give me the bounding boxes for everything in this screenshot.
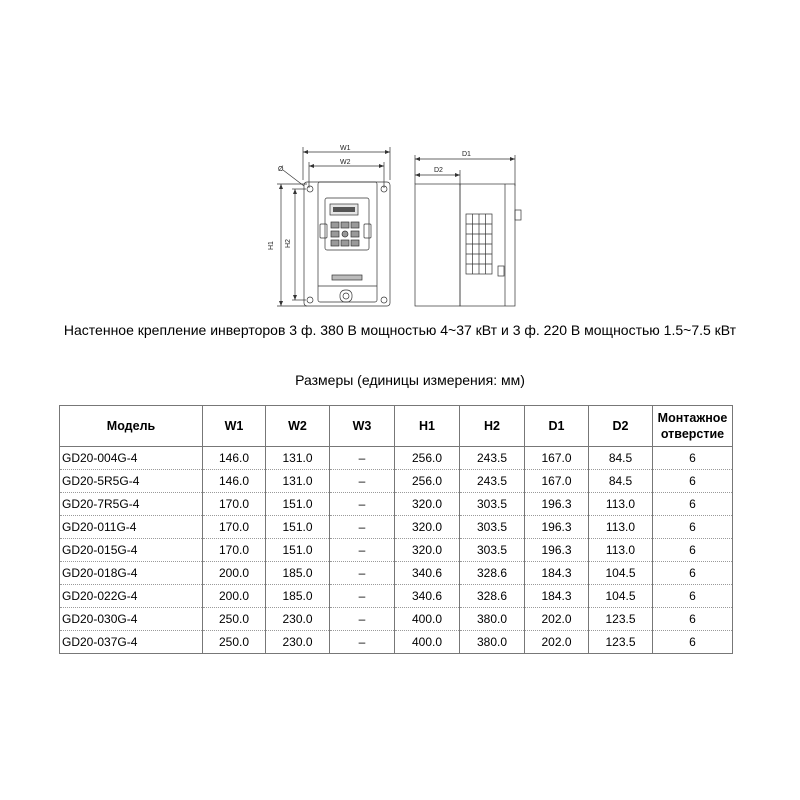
cell-w3: – [330, 562, 395, 585]
cell-w3: – [330, 516, 395, 539]
cell-d1: 167.0 [525, 470, 589, 493]
header-model: Модель [60, 406, 203, 447]
cell-w1: 146.0 [203, 447, 266, 470]
cell-h2: 303.5 [460, 516, 525, 539]
cell-w1: 146.0 [203, 470, 266, 493]
cell-w1: 250.0 [203, 631, 266, 654]
header-d1: D1 [525, 406, 589, 447]
cell-hole: 6 [653, 608, 733, 631]
table-row [60, 585, 733, 608]
cell-d2: 113.0 [589, 539, 653, 562]
header-d2: D2 [589, 406, 653, 447]
cell-model: GD20-7R5G-4 [60, 493, 203, 516]
d2-label: D2 [434, 167, 443, 174]
table-row [60, 516, 733, 539]
cell-w1: 200.0 [203, 585, 266, 608]
cell-d2: 113.0 [589, 493, 653, 516]
cell-w1: 200.0 [203, 562, 266, 585]
cell-model: GD20-011G-4 [60, 516, 203, 539]
cell-d1: 196.3 [525, 539, 589, 562]
cell-d1: 202.0 [525, 631, 589, 654]
cell-d1: 167.0 [525, 447, 589, 470]
cell-w3: – [330, 608, 395, 631]
cell-w1: 170.0 [203, 516, 266, 539]
header-w2: W2 [266, 406, 330, 447]
cell-h1: 256.0 [395, 470, 460, 493]
cell-h2: 303.5 [460, 493, 525, 516]
cell-hole: 6 [653, 585, 733, 608]
table-row [60, 493, 733, 516]
cell-hole: 6 [653, 631, 733, 654]
cell-model: GD20-015G-4 [60, 539, 203, 562]
d1-label: D1 [462, 151, 471, 158]
h2-label: H2 [285, 239, 292, 248]
cell-w2: 185.0 [266, 562, 330, 585]
cell-d2: 84.5 [589, 470, 653, 493]
cell-w2: 131.0 [266, 447, 330, 470]
cell-w3: – [330, 539, 395, 562]
cell-d2: 84.5 [589, 447, 653, 470]
side-view [415, 155, 521, 306]
cell-h2: 328.6 [460, 585, 525, 608]
cell-w1: 170.0 [203, 539, 266, 562]
header-w1: W1 [203, 406, 266, 447]
cell-w1: 250.0 [203, 608, 266, 631]
cell-w3: – [330, 493, 395, 516]
cell-w3: – [330, 631, 395, 654]
cell-h2: 303.5 [460, 539, 525, 562]
cell-w3: – [330, 447, 395, 470]
cell-d2: 123.5 [589, 631, 653, 654]
cell-d2: 104.5 [589, 585, 653, 608]
cell-h1: 256.0 [395, 447, 460, 470]
h1-label: H1 [268, 241, 275, 250]
cell-w2: 151.0 [266, 539, 330, 562]
cell-h2: 380.0 [460, 608, 525, 631]
header-h2: H2 [460, 406, 525, 447]
cell-model: GD20-037G-4 [60, 631, 203, 654]
cell-h1: 400.0 [395, 608, 460, 631]
table-header-row [60, 406, 733, 447]
table-row [60, 539, 733, 562]
cell-w2: 151.0 [266, 516, 330, 539]
cell-d2: 123.5 [589, 608, 653, 631]
cell-h1: 400.0 [395, 631, 460, 654]
header-h1: H1 [395, 406, 460, 447]
cell-d1: 196.3 [525, 493, 589, 516]
cell-h1: 320.0 [395, 539, 460, 562]
cell-h1: 340.6 [395, 562, 460, 585]
table-row [60, 562, 733, 585]
table-row [60, 631, 733, 654]
cell-d2: 104.5 [589, 562, 653, 585]
cell-h2: 380.0 [460, 631, 525, 654]
header-mounting-hole: Монтажное отверстие [653, 406, 733, 447]
cell-h2: 328.6 [460, 562, 525, 585]
table-row [60, 470, 733, 493]
cell-d1: 196.3 [525, 516, 589, 539]
cell-d1: 184.3 [525, 585, 589, 608]
header-w3: W3 [330, 406, 395, 447]
cell-model: GD20-022G-4 [60, 585, 203, 608]
cell-d1: 202.0 [525, 608, 589, 631]
cell-w3: – [330, 585, 395, 608]
dimensions-table [59, 405, 733, 654]
cell-hole: 6 [653, 516, 733, 539]
w1-label: W1 [340, 145, 351, 152]
cell-hole: 6 [653, 470, 733, 493]
cell-h1: 320.0 [395, 516, 460, 539]
cell-h1: 340.6 [395, 585, 460, 608]
w2-label: W2 [340, 159, 351, 166]
drawing-caption: Настенное крепление инверторов 3 ф. 380 В мощностью 4~37 кВт и 3 ф. 220 В мощностью 1.5~7.5 кВт [63, 322, 737, 338]
cell-hole: 6 [653, 562, 733, 585]
cell-model: GD20-004G-4 [60, 447, 203, 470]
cell-model: GD20-030G-4 [60, 608, 203, 631]
cell-w2: 230.0 [266, 631, 330, 654]
table-title: Размеры (единицы измерения: мм) [295, 372, 525, 388]
cell-model: GD20-5R5G-4 [60, 470, 203, 493]
cell-h1: 320.0 [395, 493, 460, 516]
hole-label: Ø [278, 166, 284, 173]
cell-w2: 185.0 [266, 585, 330, 608]
cell-d1: 184.3 [525, 562, 589, 585]
cell-w2: 131.0 [266, 470, 330, 493]
cell-w2: 230.0 [266, 608, 330, 631]
cell-hole: 6 [653, 493, 733, 516]
cell-hole: 6 [653, 447, 733, 470]
table-row [60, 447, 733, 470]
cell-h2: 243.5 [460, 447, 525, 470]
cell-hole: 6 [653, 539, 733, 562]
cell-w2: 151.0 [266, 493, 330, 516]
table-row [60, 608, 733, 631]
cell-d2: 113.0 [589, 516, 653, 539]
cell-h2: 243.5 [460, 470, 525, 493]
dimension-drawing [0, 0, 800, 320]
cell-model: GD20-018G-4 [60, 562, 203, 585]
cell-w3: – [330, 470, 395, 493]
cell-w1: 170.0 [203, 493, 266, 516]
front-view [277, 147, 390, 306]
